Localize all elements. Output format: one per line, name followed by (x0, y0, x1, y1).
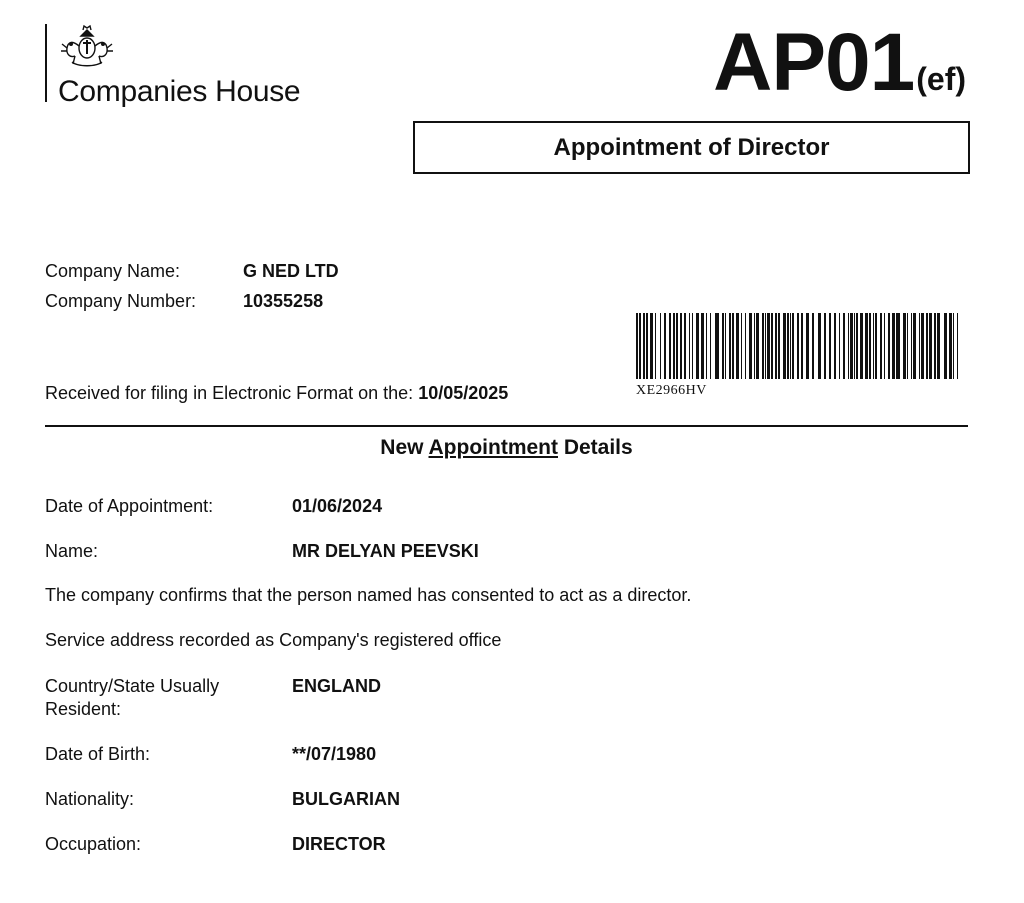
barcode-bar (953, 313, 954, 379)
form-code (713, 17, 966, 108)
form-title-box (413, 121, 970, 174)
barcode-bar (834, 313, 836, 379)
barcode-bar (860, 313, 863, 379)
barcode-bar (706, 313, 707, 379)
barcode-bar (765, 313, 766, 379)
royal-crest-icon (58, 22, 116, 70)
form-code-main: AP01 (713, 17, 915, 108)
barcode-icon (636, 313, 958, 379)
barcode-bar (797, 313, 799, 379)
barcode-bar (801, 313, 803, 379)
barcode-bar (806, 313, 809, 379)
barcode-bar (660, 313, 661, 379)
barcode-bar (892, 313, 895, 379)
barcode-bar (850, 313, 853, 379)
consent-statement: The company confirms that the person named has consented to act as a director. (45, 585, 692, 605)
barcode-bar (732, 313, 734, 379)
barcode-bar (689, 313, 690, 379)
company-number-value: 10355258 (243, 291, 324, 311)
company-name-label: Company Name: (45, 261, 181, 281)
barcode-bar (650, 313, 653, 379)
barcode-bar (710, 313, 711, 379)
barcode-bar (664, 313, 666, 379)
barcode-bar (848, 313, 849, 379)
form-title: Appointment of Director (553, 133, 830, 161)
received-date: 10/05/2025 (418, 383, 509, 403)
barcode-bar (729, 313, 731, 379)
occupation-label: Occupation: (45, 834, 142, 854)
barcode-bar (792, 313, 794, 379)
section-rule (45, 425, 968, 427)
dob-label: Date of Birth: (45, 744, 151, 764)
barcode-bar (639, 313, 641, 379)
barcode-bar (669, 313, 671, 379)
name-value: MR DELYAN PEEVSKI (292, 541, 479, 561)
country-label: Country/State Usually Resident: (45, 676, 220, 719)
barcode-bar (949, 313, 952, 379)
barcode-bar (646, 313, 648, 379)
barcode-bar (692, 313, 693, 379)
barcode-bar (790, 313, 791, 379)
barcode-bar (749, 313, 752, 379)
barcode-bar (880, 313, 882, 379)
barcode-bar (783, 313, 786, 379)
barcode-bar (875, 313, 877, 379)
barcode-bar (655, 313, 656, 379)
received-statement (45, 382, 508, 404)
barcode-bar (696, 313, 699, 379)
barcode-bar (736, 313, 739, 379)
barcode-bar (919, 313, 920, 379)
company-number-label: Company Number: (45, 291, 197, 311)
barcode-bar (934, 313, 936, 379)
barcode-bar (676, 313, 678, 379)
barcode-bar (903, 313, 906, 379)
barcode-bar (673, 313, 675, 379)
barcode-bar (869, 313, 871, 379)
barcode-bar (778, 313, 780, 379)
date-of-appointment-label: Date of Appointment: (45, 496, 214, 516)
section-title-post: Details (558, 436, 633, 459)
barcode-bar (762, 313, 764, 379)
barcode-bar (824, 313, 826, 379)
form-code-suffix: (ef) (916, 61, 966, 97)
barcode-bar (913, 313, 916, 379)
barcode-bar (839, 313, 840, 379)
service-address-statement: Service address recorded as Company's registered office (45, 630, 502, 650)
barcode-bar (771, 313, 773, 379)
barcode-bar (767, 313, 770, 379)
barcode-bar (929, 313, 932, 379)
barcode-bar (854, 313, 855, 379)
barcode-bar (715, 313, 719, 379)
barcode-bar (741, 313, 742, 379)
barcode-bar (684, 313, 686, 379)
barcode-bar (926, 313, 928, 379)
barcode-bar (812, 313, 814, 379)
barcode-bar (884, 313, 885, 379)
barcode-bar (829, 313, 831, 379)
barcode-bar (856, 313, 858, 379)
date-of-appointment-value: 01/06/2024 (292, 496, 383, 516)
barcode-bar (725, 313, 726, 379)
barcode-bar (921, 313, 924, 379)
barcode-bar (888, 313, 890, 379)
barcode-bar (818, 313, 821, 379)
section-title-underlined: Appointment (428, 436, 558, 459)
country-value: ENGLAND (292, 676, 381, 696)
barcode-bar (787, 313, 789, 379)
barcode-bar (911, 313, 912, 379)
dob-value: **/07/1980 (292, 744, 377, 764)
section-title-pre: New (380, 436, 429, 459)
barcode-bar (680, 313, 682, 379)
barcode-bar (907, 313, 908, 379)
barcode-bar (745, 313, 746, 379)
barcode-bar (843, 313, 845, 379)
logo-divider (45, 24, 47, 102)
organisation-name: Companies House (58, 75, 301, 108)
barcode-bar (722, 313, 724, 379)
occupation-value: DIRECTOR (292, 834, 386, 854)
section-title (45, 435, 968, 461)
company-name-value: G NED LTD (243, 261, 339, 281)
name-label: Name: (45, 541, 99, 561)
barcode-bar (701, 313, 704, 379)
barcode-bar (944, 313, 947, 379)
barcode-bar (865, 313, 868, 379)
received-label: Received for filing in Electronic Format on the: (45, 383, 414, 403)
nationality-value: BULGARIAN (292, 789, 400, 809)
barcode-bar (873, 313, 874, 379)
nationality-label: Nationality: (45, 789, 135, 809)
barcode-bar (754, 313, 755, 379)
barcode-bar (636, 313, 638, 379)
barcode-id: XE2966HV (636, 383, 707, 398)
barcode-bar (756, 313, 759, 379)
barcode-bar (896, 313, 900, 379)
barcode-bar (775, 313, 777, 379)
barcode-bar (937, 313, 940, 379)
barcode-bar (643, 313, 645, 379)
barcode-bar (957, 313, 958, 379)
